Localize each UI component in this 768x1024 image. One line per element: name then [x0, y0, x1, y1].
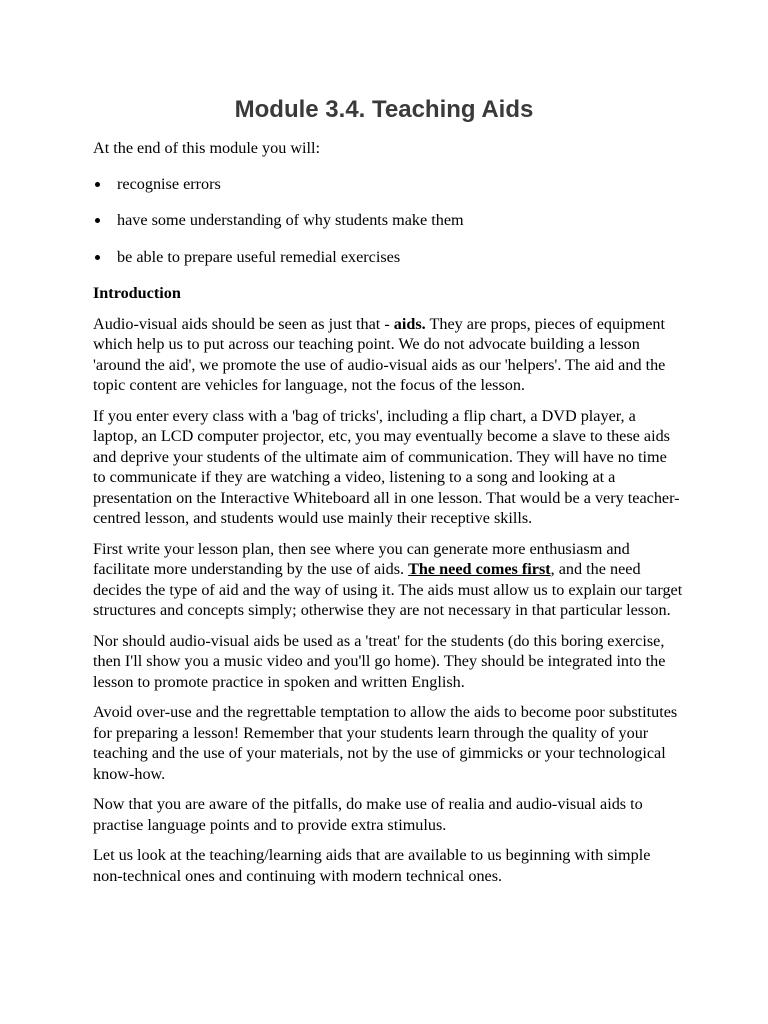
paragraph-treat: Nor should audio-visual aids be used as a 'treat' for the students (do this boring exercise, then I'll show you a music video and you'll go home). They should be integrated into the lesson to promote practice in spoken and written English. — [93, 631, 666, 691]
paragraph-lesson-plan — [93, 539, 683, 621]
paragraph-over-use: Avoid over-use and the regrettable temptation to allow the aids to become poor substitutes for preparing a lesson! Remember that your students learn through the quality of your teaching and the use of your materials, not by the use of gimmicks or your technological know-how. — [93, 703, 678, 783]
objectives-list — [93, 174, 683, 268]
paragraph-bag-of-tricks: If you enter every class with a 'bag of tricks', including a flip chart, a DVD player, a laptop, an LCD computer projector, etc, you may eventually become a slave to these aids and deprive your students of the ultimate aim of communication. They will have no time to communicate if they are watching a video, listening to a song and looking at a presentation on the Interactive Whiteboard all in one lesson. That would be a very teacher-centred lesson, and students would use mainly their receptive skills. — [93, 406, 680, 527]
list-item-text: be able to prepare useful remedial exercises — [117, 247, 401, 266]
paragraph-text: First write your lesson plan, then see where you can generate more enthusiasm and facilitate more understanding by the use of aids. — [93, 539, 630, 578]
list-item — [93, 247, 683, 268]
bullet-icon — [95, 182, 100, 187]
page-title: Module 3.4. Teaching Aids — [234, 96, 534, 123]
paragraph-overview: Let us look at the teaching/learning aids that are available to us beginning with simple non-technical ones and continuing with modern technical ones. — [93, 846, 651, 885]
paragraph-text: , and the need decides the type of aid and the way of using it. The aids must allow us to explain our target structures and concepts simply; otherwise they are not necessary in that particular lesson. — [93, 560, 683, 619]
paragraph-pitfalls: Now that you are aware of the pitfalls, do make use of realia and audio-visual aids to practise language points and to provide extra stimulus. — [93, 795, 643, 834]
bullet-icon — [95, 255, 100, 260]
document-body — [93, 138, 683, 896]
paragraph-text: Audio-visual aids should be seen as just that - — [93, 314, 394, 333]
lead-sentence: At the end of this module you will: — [93, 139, 321, 157]
list-item — [93, 210, 683, 231]
bullet-icon — [95, 218, 100, 223]
paragraph-text: They are props, pieces of equipment which help us to put across our teaching point. We do not advocate building a lesson 'around the aid', we promote the use of audio-visual aids as our 'helpers'. The aid and the topic content are vehicles for language, not the focus of the lesson. — [93, 314, 666, 394]
list-item-text: recognise errors — [117, 174, 221, 193]
list-item-text: have some understanding of why students make them — [117, 211, 464, 229]
introduction-heading: Introduction — [93, 284, 181, 302]
emphasis-need-comes-first: The need comes first — [408, 560, 551, 578]
list-item — [93, 174, 683, 195]
bold-term: aids. — [393, 314, 426, 333]
paragraph-aids — [93, 314, 683, 396]
